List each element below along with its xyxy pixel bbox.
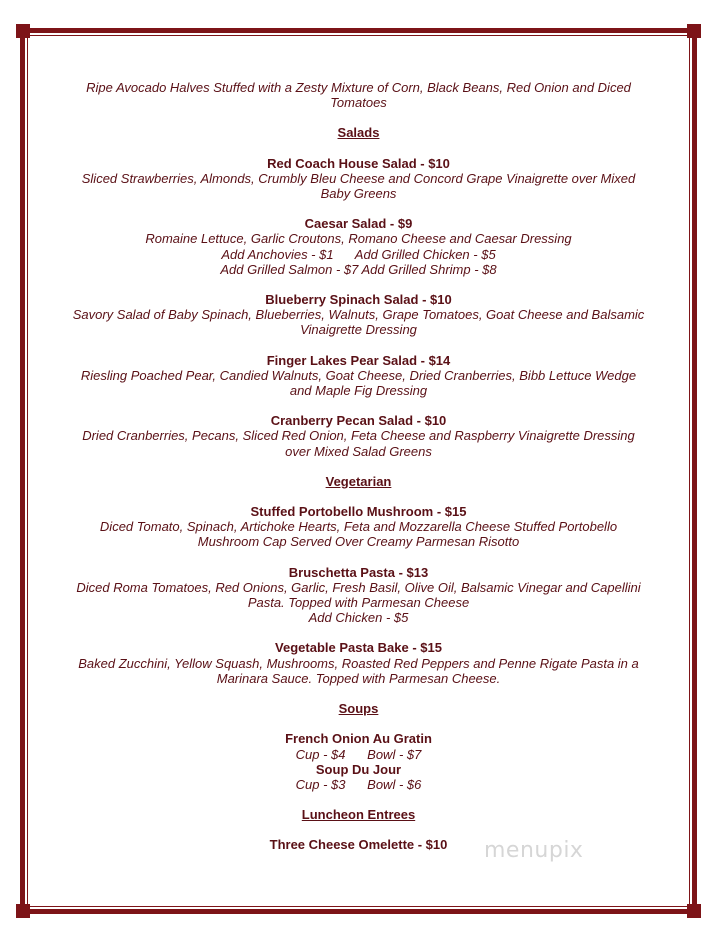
menupix-watermark: menupix xyxy=(484,838,584,863)
menu-item-name: Caesar Salad - $9 xyxy=(304,216,413,232)
menu-item-price-options: Cup - $4 Bowl - $7 xyxy=(295,746,422,762)
menu-item-name: Cranberry Pecan Salad - $10 xyxy=(270,413,447,429)
menu-item-description: Diced Tomato, Spinach, Artichoke Hearts, Feta and Mozzarella Cheese Stuffed Portobello Mushroom Cap Served Over Creamy Parmesan Risotto xyxy=(99,519,618,550)
section-title-salads: Salads xyxy=(337,125,380,141)
menu-item-description: Riesling Poached Pear, Candied Walnuts, Goat Cheese, Dried Cranberries, Bibb Lettuce Wedge and Maple Fig Dressing xyxy=(80,367,637,399)
section-title-soups: Soups xyxy=(338,701,379,717)
menu-item-name: Blueberry Spinach Salad - $10 xyxy=(265,292,452,308)
menu-item-name: Soup Du Jour xyxy=(315,761,402,777)
menu-item-name: Bruschetta Pasta - $13 xyxy=(288,564,429,580)
menu-item-description: Sliced Strawberries, Almonds, Crumbly Bleu Cheese and Concord Grape Vinaigrette over Mixed Baby Greens xyxy=(81,170,636,202)
menu-item-price-options: Cup - $3 Bowl - $6 xyxy=(295,776,422,792)
menu-item-description: Romaine Lettuce, Garlic Croutons, Romano Cheese and Caesar Dressing xyxy=(145,231,572,247)
menu-item-name: Red Coach House Salad - $10 xyxy=(267,155,450,171)
menu-item-name: Three Cheese Omelette - $10 xyxy=(269,837,448,853)
menu-item-name: Stuffed Portobello Mushroom - $15 xyxy=(250,504,467,520)
menu-content xyxy=(70,80,647,853)
menu-item-description: Diced Roma Tomatoes, Red Onions, Garlic, Fresh Basil, Olive Oil, Balsamic Vinegar and Capellini Pasta. Topped with Parmesan Cheese xyxy=(76,579,641,611)
menu-item-description: Baked Zucchini, Yellow Squash, Mushrooms, Roasted Red Peppers and Penne Rigate Pasta in a Marinara Sauce. Topped with Parmesan Cheese. xyxy=(78,655,639,686)
menu-item-name: French Onion Au Gratin xyxy=(285,731,432,747)
menu-item-name: Finger Lakes Pear Salad - $14 xyxy=(266,352,451,368)
section-title-vegetarian: Vegetarian xyxy=(325,473,392,489)
menu-item-description: Savory Salad of Baby Spinach, Blueberries, Walnuts, Grape Tomatoes, Goat Cheese and Balsamic Vinaigrette Dressing xyxy=(72,307,645,338)
menu-item-addon: Add Grilled Salmon - $7 Add Grilled Shrimp - $8 xyxy=(220,261,497,277)
menu-item-name: Vegetable Pasta Bake - $15 xyxy=(275,640,442,656)
menu-item-description: Dried Cranberries, Pecans, Sliced Red Onion, Feta Cheese and Raspberry Vinaigrette Dressing over Mixed Salad Greens xyxy=(82,428,635,459)
menu-item-addon: Add Anchovies - $1 Add Grilled Chicken - $5 xyxy=(221,246,496,262)
section-title-luncheon-entrees: Luncheon Entrees xyxy=(301,807,416,823)
intro-description: Ripe Avocado Halves Stuffed with a Zesty Mixture of Corn, Black Beans, Red Onion and Diced Tomatoes xyxy=(86,80,631,111)
menu-item-addon: Add Chicken - $5 xyxy=(308,610,409,626)
